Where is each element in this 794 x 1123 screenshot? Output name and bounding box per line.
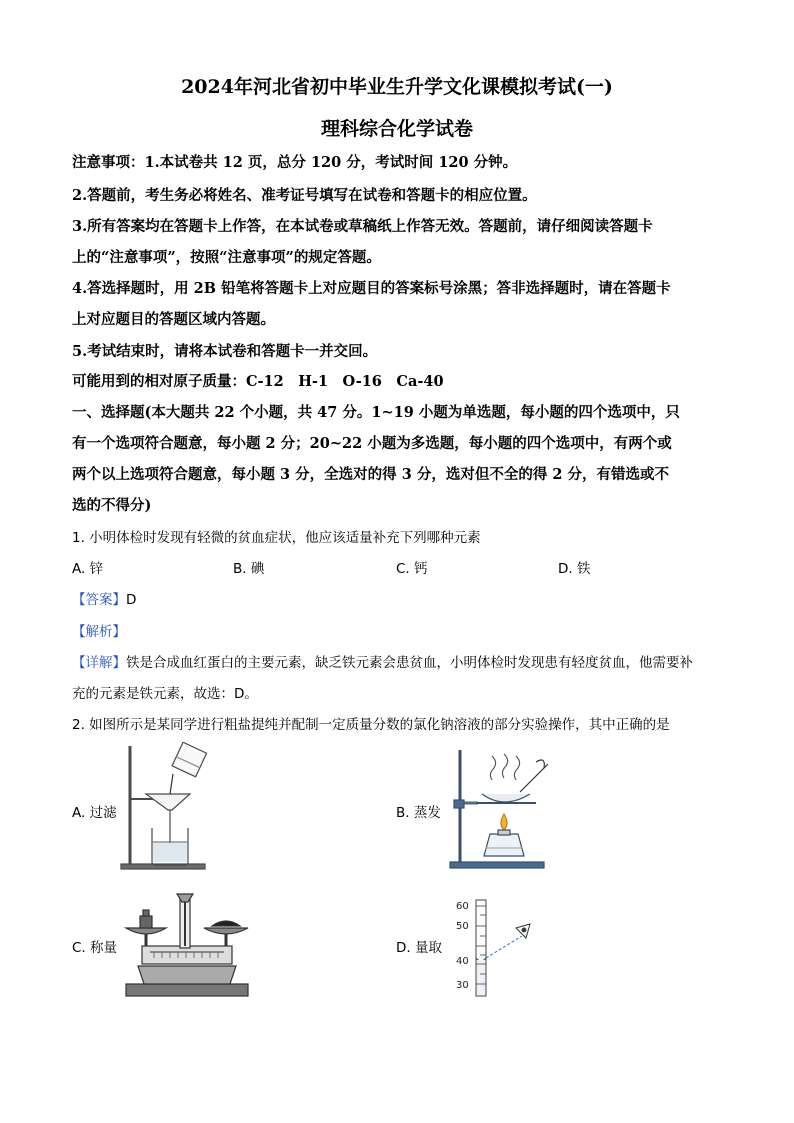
cylinder-mark-40: 40 (456, 956, 469, 967)
detail-tag: 【详解】 (72, 655, 126, 671)
question-1-option-a: A. 锌 (72, 561, 104, 577)
question-2-option-d: D. 量取 (396, 940, 442, 956)
section-1-line-2: 有一个选项符合题意，每小题 2 分；20~22 小题为多选题，每小题的四个选项中，有两个或 (72, 435, 672, 452)
question-1-detail-2: 充的元素是铁元素，故选：D。 (72, 686, 258, 702)
atomic-masses: 可能用到的相对原子质量：C-12 H-1 O-16 Ca-40 (72, 373, 444, 390)
cylinder-mark-50: 50 (456, 921, 469, 932)
note-1: 注意事项：1.本试卷共 12 页，总分 120 分，考试时间 120 分钟。 (72, 154, 518, 171)
question-1-detail-1: 【详解】铁是合成血红蛋白的主要元素，缺乏铁元素会患贫血，小明体检时发现患有轻度贫血，他需要补 (72, 655, 693, 671)
question-2-option-b: B. 蒸发 (396, 805, 441, 821)
section-1-line-4: 选的不得分) (72, 497, 152, 514)
question-2-option-a: A. 过滤 (72, 805, 117, 821)
filtration-figure (118, 742, 218, 872)
note-4b: 上对应题目的答题区域内答题。 (72, 311, 275, 328)
answer-value: D (126, 592, 137, 608)
cylinder-mark-30: 30 (456, 980, 469, 991)
note-4a: 4.答选择题时，用 2B 铅笔将答题卡上对应题目的答案标号涂黑；答非选择题时，请在答题卡 (72, 280, 671, 297)
question-2-stem: 2. 如图所示是某同学进行粗盐提纯并配制一定质量分数的氯化钠溶液的部分实验操作，其中正确的是 (72, 717, 670, 733)
evaporation-figure (448, 748, 548, 872)
answer-tag: 【答案】 (72, 592, 126, 608)
balance-figure (122, 888, 252, 998)
question-1-answer (72, 588, 136, 608)
question-1-stem: 1. 小明体检时发现有轻微的贫血症状，他应该适量补充下列哪种元素 (72, 530, 481, 546)
page-title: 2024年河北省初中毕业生升学文化课模拟考试(一) (181, 76, 613, 98)
measuring-cylinder-figure (450, 898, 550, 998)
note-3b: 上的“注意事项”，按照“注意事项”的规定答题。 (72, 249, 381, 266)
cylinder-mark-60: 60 (456, 901, 469, 912)
section-1-line-3: 两个以上选项符合题意，每小题 3 分，全选对的得 3 分，选对但不全的得 2 分，有错选或不 (72, 466, 670, 483)
note-2: 2.答题前，考生务必将姓名、准考证号填写在试卷和答题卡的相应位置。 (72, 187, 537, 204)
question-1-option-d: D. 铁 (558, 561, 591, 577)
note-3a: 3.所有答案均在答题卡上作答，在本试卷或草稿纸上作答无效。答题前，请仔细阅读答题卡 (72, 218, 653, 235)
question-1-option-c: C. 钙 (396, 561, 428, 577)
page-subtitle: 理科综合化学试卷 (320, 118, 473, 140)
note-5: 5.考试结束时，请将本试卷和答题卡一并交回。 (72, 343, 378, 360)
analysis-tag: 【解析】 (72, 624, 126, 640)
question-1-option-b: B. 碘 (233, 561, 265, 577)
question-2-option-c: C. 称量 (72, 940, 118, 956)
section-1-line-1: 一、选择题(本大题共 22 个小题，共 47 分。1~19 小题为单选题，每小题的四个选项中，只 (72, 404, 680, 421)
